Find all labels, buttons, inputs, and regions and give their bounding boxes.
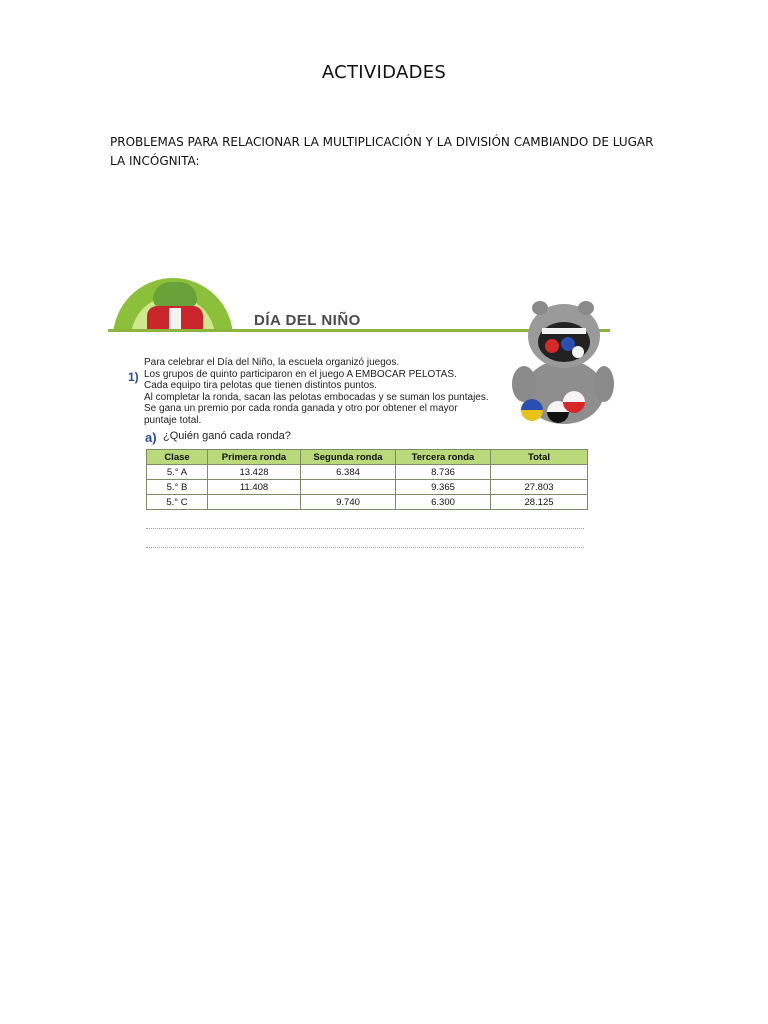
table-cell: [491, 465, 588, 480]
table-row: [147, 465, 588, 480]
problem-line: Para celebrar el Día del Niño, la escuela organizó juegos.: [144, 357, 400, 368]
header-tercera-ronda: Tercera ronda: [396, 450, 491, 465]
intro-text: PROBLEMAS PARA RELACIONAR LA MULTIPLICACIÓN Y LA DIVISIÓN CAMBIANDO DE LUGAR LA INCÓGNITA:: [110, 135, 654, 168]
problem-line: Los grupos de quinto participaron en el juego A EMBOCAR PELOTAS.: [144, 368, 457, 380]
table-cell: 5.° A: [147, 465, 208, 480]
table-cell: 6.384: [301, 465, 396, 480]
answer-line: [146, 547, 584, 548]
question-label: a): [145, 430, 157, 445]
table-cell: 9.365: [396, 480, 491, 495]
table-cell: 13.428: [208, 465, 301, 480]
table-cell: 27.803: [491, 480, 588, 495]
table-cell: 28.125: [491, 495, 588, 510]
table-cell: 5.° B: [147, 480, 208, 495]
header-segunda-ronda: Segunda ronda: [301, 450, 396, 465]
question-text: ¿Quién ganó cada ronda?: [163, 430, 291, 442]
problem-line: Cada equipo tira pelotas que tienen distintos puntos.: [144, 380, 377, 392]
answer-line: [146, 528, 584, 529]
table-cell: 8.736: [396, 465, 491, 480]
table-cell: [208, 495, 301, 510]
header-total: Total: [491, 450, 588, 465]
figure-title: DÍA DEL NIÑO: [254, 312, 361, 329]
table-row: [147, 480, 588, 495]
table-row: [147, 495, 588, 510]
header-primera-ronda: Primera ronda: [208, 450, 301, 465]
table-cell: 9.740: [301, 495, 396, 510]
problem-line: Se gana un premio por cada ronda ganada y otro por obtener el mayor: [144, 403, 458, 415]
header-clase: Clase: [147, 450, 208, 465]
problem-number: 1): [128, 370, 139, 384]
hippo-illustration: [510, 294, 614, 428]
table-cell: [301, 480, 396, 495]
problem-line: puntaje total.: [144, 414, 202, 426]
table-cell: 5.° C: [147, 495, 208, 510]
results-table: [146, 449, 588, 510]
table-cell: 11.408: [208, 480, 301, 495]
table-cell: 6.300: [396, 495, 491, 510]
page-title: ACTIVIDADES: [321, 62, 447, 83]
problem-line: Al completar la ronda, sacan las pelotas embocadas y se suman los puntajes.: [144, 391, 489, 403]
problem-text: [144, 357, 524, 427]
activity-figure: [108, 272, 612, 557]
table-header-row: [147, 450, 588, 465]
